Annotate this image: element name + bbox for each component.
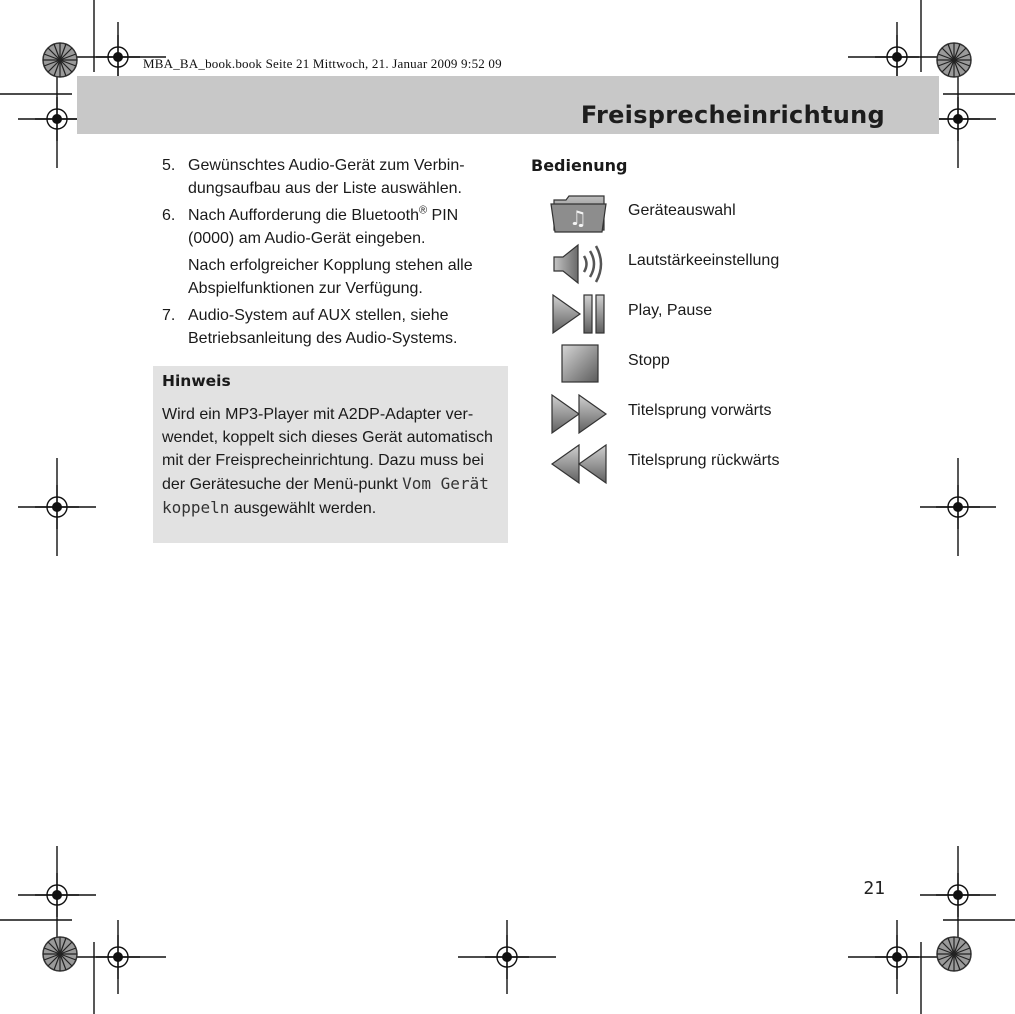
control-label: Lautstärkeeinstellung: [628, 252, 780, 269]
control-skip-forward: [548, 390, 848, 440]
operation-heading: Bedienung: [531, 156, 628, 175]
control-label: Play, Pause: [628, 302, 713, 319]
control-device-selection: [548, 190, 848, 240]
skip-backward-icon: [548, 442, 610, 486]
control-label: Titelsprung vorwärts: [628, 402, 772, 419]
step-7: [162, 304, 502, 350]
instruction-steps: [162, 154, 502, 354]
print-info: MBA_BA_book.book Seite 21 Mittwoch, 21. Januar 2009 9:52 09: [143, 56, 502, 71]
step-text-part: Nach Aufforderung die Bluetooth: [188, 207, 419, 224]
hint-title: Hinweis: [162, 372, 231, 390]
step-number: 7.: [162, 307, 176, 324]
chapter-title: Freisprecheinrichtung: [580, 101, 885, 129]
step-6-note: Nach erfolgreicher Kopplung stehen alle Abspielfunktionen zur Verfügung.: [188, 257, 473, 297]
step-text-part: PIN (0000) am Audio-Gerät eingeben.: [188, 207, 459, 247]
hint-box: [153, 366, 508, 543]
step-text: Audio-System auf AUX stellen, siehe Betriebsanleitung des Audio-Systems.: [188, 307, 458, 347]
hint-text: [162, 403, 498, 520]
speaker-volume-icon: [548, 242, 610, 286]
control-label: Geräteauswahl: [628, 202, 736, 219]
hint-text-part: ausgewählt werden.: [229, 500, 377, 517]
stop-icon: [548, 342, 610, 386]
step-number: 5.: [162, 157, 176, 174]
control-stop: [548, 340, 848, 390]
music-folder-icon: [548, 192, 610, 236]
control-play-pause: [548, 290, 848, 340]
play-pause-icon: [548, 292, 610, 336]
registered-mark: ®: [418, 204, 428, 217]
step-number: 6.: [162, 207, 176, 224]
step-text: Gewünschtes Audio-Gerät zum Verbin-dungsaufbau aus der Liste auswählen.: [188, 157, 465, 197]
control-volume: [548, 240, 848, 290]
page-number: 21: [863, 878, 885, 899]
skip-forward-icon: [548, 392, 610, 436]
step-6: [162, 204, 502, 250]
control-label: Stopp: [628, 352, 670, 369]
hint-menu-item: Vom Gerät koppeln: [162, 474, 489, 517]
control-label: Titelsprung rückwärts: [628, 452, 780, 469]
control-skip-backward: [548, 440, 848, 490]
hint-text-part: Wird ein MP3-Player mit A2DP-Adapter ver-wendet, koppelt sich dieses Gerät automatisch mit der Freisprecheinrichtung. Dazu muss bei der Gerätesuche der Menü-punkt: [162, 406, 493, 493]
step-text: [188, 204, 502, 250]
step-5: [162, 154, 502, 200]
svg-text:♫: ♫: [569, 206, 587, 230]
controls-list: [548, 190, 848, 490]
